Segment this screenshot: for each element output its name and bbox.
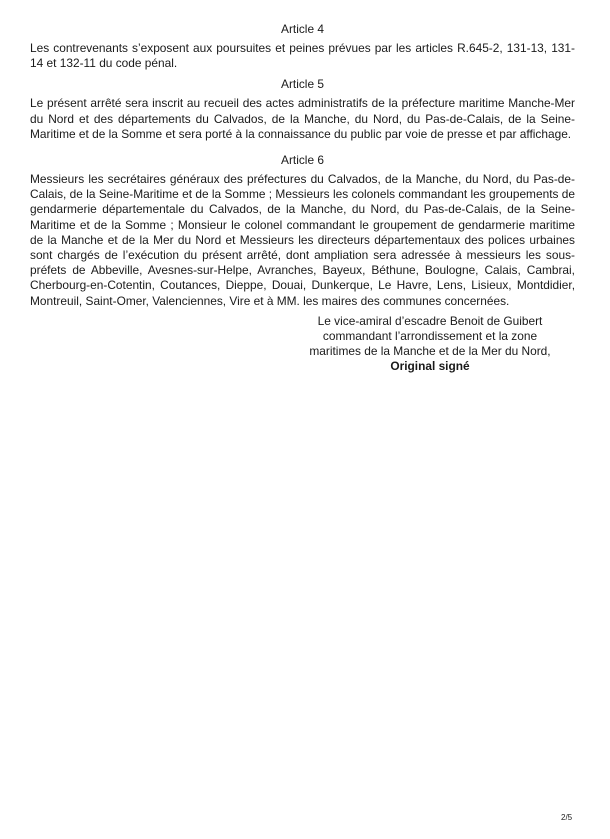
signatory-title-line-1: commandant l’arrondissement et la zone bbox=[322, 329, 538, 343]
original-signed-mark: Original signé bbox=[390, 359, 470, 373]
signatory-name: Le vice-amiral d’escadre Benoit de Guibert bbox=[317, 314, 543, 328]
article-4-text: Les contrevenants s’exposent aux poursuites et peines prévues par les articles R.645-2, 131-13, 131-14 et 132-11 du code pénal. bbox=[30, 41, 575, 71]
article-6-heading: Article 6 bbox=[281, 153, 324, 168]
signature-block bbox=[300, 314, 560, 374]
document-page bbox=[30, 14, 575, 309]
page-number: 2/5 bbox=[561, 813, 573, 822]
article-4-heading: Article 4 bbox=[281, 22, 324, 36]
signatory-title-line-2: maritimes de la Manche et de la Mer du Nord, bbox=[309, 344, 551, 358]
article-5-text: Le présent arrêté sera inscrit au recueil des actes administratifs de la préfecture maritime Manche-Mer du Nord et des départements du Calvados, de la Manche, du Nord, du Pas-de-Calais, de la Seine-Maritime et de la Somme et sera porté à la connaissance du public par voie de presse et par affichage. bbox=[30, 96, 575, 141]
article-6-text: Messieurs les secrétaires généraux des préfectures du Calvados, de la Manche, du Nord, du Pas-de-Calais, de la Seine-Maritime et de la Somme ; Messieurs les colonels commandant les groupements de gendarmerie départementale du Calvados, de la Manche, du Nord, du Pas-de-Calais, de la Seine-Maritime et de la Somme ; Monsieur le colonel commandant le groupement de gendarmerie maritime de la Manche et de la Mer du Nord et Messieurs les directeurs départementaux des polices urbaines sont chargés de l’exécution du présent arrêté, dont ampliation sera adressée à messieurs les sous-préfets de Abbeville, Avesnes-sur-Helpe, Avranches, Bayeux, Béthune, Boulogne, Calais, Cambrai, Cherbourg-en-Cotentin, Coutances, Dieppe, Douai, Dunkerque, Le Havre, Lens, Lisieux, Montdidier, Montreuil, Saint-Omer, Valenciennes, Vire et à MM. les maires des communes concernées. bbox=[30, 172, 575, 308]
article-5-heading: Article 5 bbox=[281, 77, 324, 92]
